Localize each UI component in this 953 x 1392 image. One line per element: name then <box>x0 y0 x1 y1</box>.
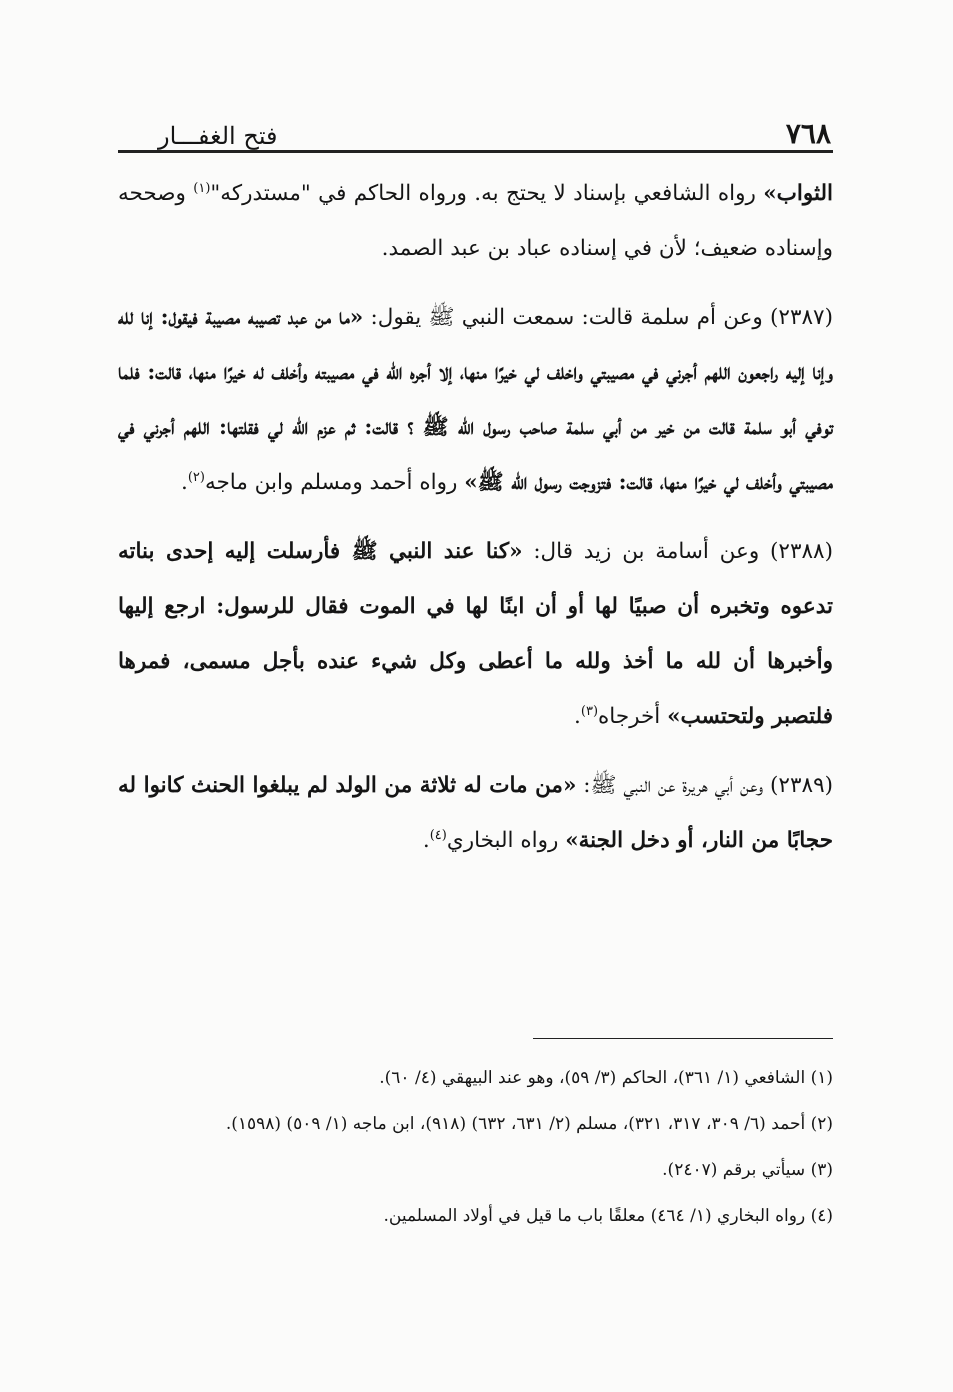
hadith-end: . <box>422 828 430 853</box>
hadith-number: (٢٣٨٨) <box>770 539 833 564</box>
hadith-2387 <box>118 290 833 510</box>
footnote-1: (١) الشافعي (١/ ٣٦١)، الحاكم (٣/ ٥٩)، وهو عند البيهقي (٤/ ٦٠). <box>379 1068 833 1088</box>
hadith-number: (٢٣٨٩) <box>770 773 834 798</box>
paragraph-text: رواه الشافعي بإسناد لا يحتج به. ورواه الحاكم في "مستدركه" <box>210 181 764 206</box>
hadith-quote: «ما من عبد تصيبه مصيبة فيقول: إنا لله وإنا إليه راجعون اللهم أجرني في مصيبتي واخلف لي خيرًا منها، إلا أجره الله في مصيبته وأخلف له خيرًا منها، قالت: فلما توفي أبو سلمة قالت من خير من أبي سلمة صاحب رسول الله ﷺ ؟ قالت: ثم عزم الله لي فقلتها: اللهم أجرني في مصيبتي وأخلف لي خيرًا منها، قالت: فتزوجت رسول الله ﷺ» <box>118 305 833 495</box>
page-number: ٧٦٨ <box>785 117 831 150</box>
footnote-4: (٤) رواه البخاري (١/ ٤٦٤) معلقًا باب ما قيل في أولاد المسلمين. <box>383 1206 833 1226</box>
hadith-quote: «من مات له ثلاثة من الولد لم يبلغوا الحنث كانوا له حجابًا من النار، أو دخل الجنة» <box>118 773 833 853</box>
footnotes <box>118 1055 833 1239</box>
footnote-ref[interactable]: (٤) <box>429 827 447 843</box>
hadith-2389 <box>118 758 833 868</box>
hadith-end: . <box>574 704 581 729</box>
running-title: فتح الغفـــار <box>158 122 278 150</box>
footnote-2: (٢) أحمد (٦/ ٣٠٩، ٣١٧، ٣٢١)، مسلم (٢/ ٦٣١، ٦٣٢) (٩١٨)، ابن ماجه (١/ ٥٠٩) (١٥٩٨). <box>225 1114 833 1134</box>
paragraph-text: وصححه وإسناده ضعيف؛ لأن في إسناده عباد بن عبد الصمد. <box>118 181 833 261</box>
hadith-2388 <box>118 524 833 744</box>
hadith-source: رواه أحمد ومسلم وابن ماجه <box>204 470 465 495</box>
hadith-source: رواه البخاري <box>446 828 566 853</box>
hadith-source: أخرجاه <box>598 704 668 729</box>
footnote-ref[interactable]: (٢) <box>187 469 205 485</box>
footnote-3: (٣) سيأتي برقم (٢٤٠٧). <box>662 1160 833 1180</box>
paragraph-continuation <box>118 166 833 276</box>
hadith-intro: وعن أسامة بن زيد قال: <box>522 539 771 564</box>
page-header <box>118 100 833 150</box>
hadith-end: . <box>180 470 188 495</box>
hadith-intro: وعن أبي هريرة عن النبي ﷺ: <box>576 773 771 798</box>
hadith-quote: «كنا عند النبي ﷺ فأرسلت إليه إحدى بناته تدعوه وتخبره أن صبيًا لها أو أن ابنًا لها في الموت فقال للرسول: ارجع إليها وأخبرها أن لله ما أخذ ولله ما أعطى وكل شيء عنده بأجل مسمى، فمرها فلتصبر ولتحتسب» <box>118 539 833 729</box>
footnote-ref[interactable]: (٣) <box>580 703 599 719</box>
hadith-intro: وعن أم سلمة قالت: سمعت النبي ﷺ يقول: <box>363 305 771 330</box>
footnote-rule <box>533 1038 833 1039</box>
footnote-ref[interactable]: (١) <box>193 180 211 196</box>
hadith-number: (٢٣٨٧) <box>770 305 833 330</box>
book-page <box>118 100 833 1360</box>
body-text <box>118 166 833 868</box>
header-rule <box>118 150 833 153</box>
quote-end-fragment: الثواب» <box>763 181 833 206</box>
